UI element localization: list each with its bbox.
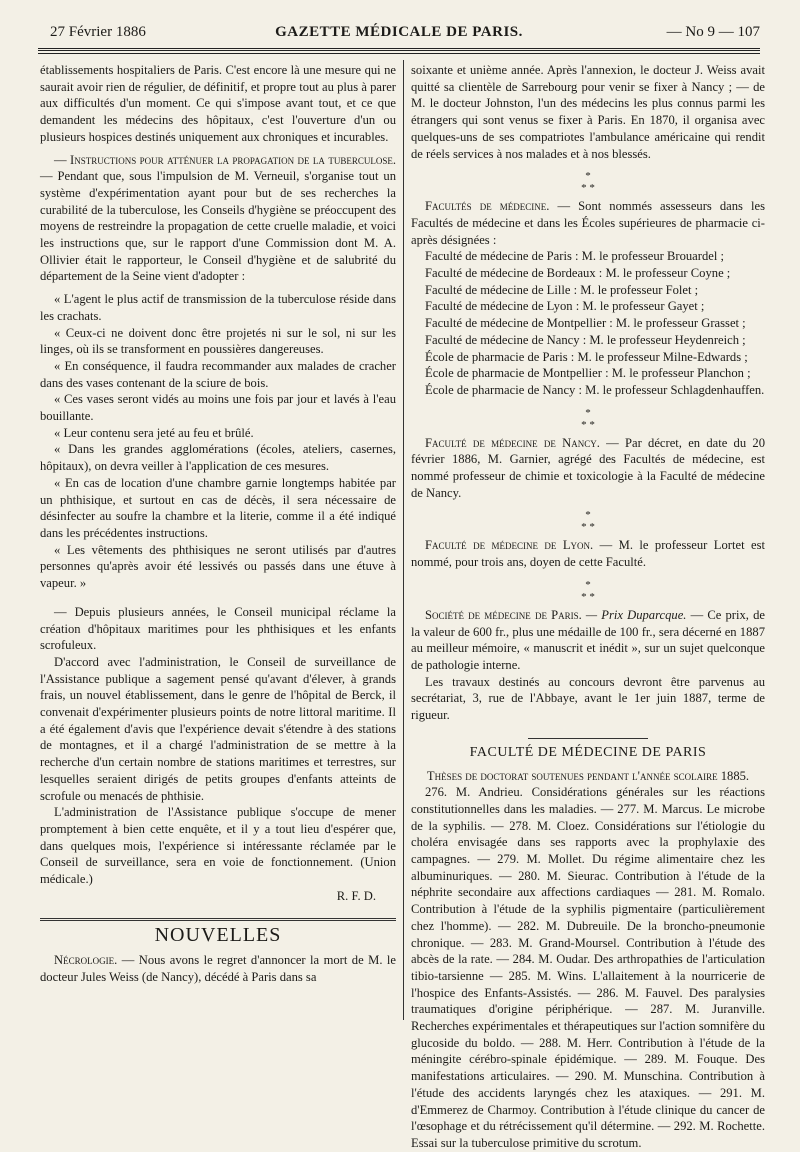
prix-duparcque: — Prix Duparcque. [581,607,687,622]
list-item: Faculté de médecine de Nancy : M. le professeur Heydenreich ; [425,332,746,347]
quote-1: « L'agent le plus actif de transmission de la tuberculose réside dans les crachats. [40,292,396,323]
facultes-body: — Sont nommés assesseurs dans les Facultés de médecine et dans les Écoles supérieures de pharmacie ci-après désignées : [411,199,765,247]
list-item: Faculté de médecine de Lille : M. le professeur Folet ; [425,282,699,297]
instructions-body: — Pendant que, sous l'impulsion de M. Verneuil, s'organise tout un système d'expérimentation ayant pour but de ses recherches la curabilité de la tuberculose, les Conseils d'hygiène se préoccupent des moyens de restreindre la propagation de cette cruelle maladie, et voici les instructions que, sur le rapport d'une Commission dont M. A. Ollivier était le rapporteur, le Conseil d'hygiène et de salubrité du département de la Seine vient d'adopter : [40,169,396,284]
section-stars: * * * [581,406,595,431]
paragraph-necrologie [40,952,396,985]
section-rule [40,918,396,921]
theses-heading: Thèses de doctorat soutenues pendant l'année scolaire 1885. [426,768,750,783]
nouvelles-heading: NOUVELLES [154,924,282,947]
running-header [38,24,760,46]
quote-2: « Ceux-ci ne doivent donc être projetés ni sur le sol, ni sur les linges, où ils se transforment en poussières dangereuses. [40,325,396,357]
signature: R. F. D. [336,888,376,903]
list-item: Faculté de médecine de Lyon : M. le professeur Gayet ; [425,299,705,314]
quote-7: « En cas de location d'une chambre garnie longtemps habitée par un phthisique, et surtout en cas de décès, il sera nécessaire de désinfecter au soufre la chambre et la literie, comme il a été indiqué dans les précédentes instructions. [40,475,396,540]
paragraph-hospices: établissements hospitaliers de Paris. C'est encore là une mesure qui ne saurait avoir rien de régulier, de définitif, et propre tout au plus à parer aux difficultés d'un moment. Ce qui s'impose avant tout, et ce que demandent les médecins des hôpitaux, c'est l'ouverture d'un ou plusieurs hospices destinés uniquement aux chroniques et incurables. [40,63,396,144]
right-column [411,62,765,1152]
nancy-body: — Par décret, en date du 20 février 1886, M. Garnier, agrégé des Facultés de médecine, est nommé professeur de chimie et toxicologie à la Faculté de médecine de Nancy. [411,435,765,500]
paragraph-nancy [411,435,765,502]
list-item: École de pharmacie de Montpellier : M. le professeur Planchon ; [425,366,751,381]
societe-heading: Société de médecine de Paris. [425,607,582,622]
assessors-list [411,248,765,398]
left-column [40,62,396,986]
list-item: École de pharmacie de Paris : M. le professeur Milne-Edwards ; [425,349,748,364]
section-stars: * * * [581,578,595,603]
paragraph-administration: L'administration de l'Assistance publique s'occupe de mener promptement à bien cette enquête, et il y a tout lieu d'espérer que, dans quelques mois, l'expérience si intéressante réclamée par le Conseil de surveillance, sera en voie de fonctionnement. (Union médicale.) [40,805,396,887]
column-divider [403,60,404,1020]
theses-list: 276. M. Andrieu. Considérations générales sur les réactions constitutionnelles dans les maladies. — 277. M. Marcus. Le microbe de la syphilis. — 278. M. Cloez. Considérations sur l'étiologie du choléra envisagée dans ses rapports avec la prophylaxie des campagnes. — 279. M. Mollet. Du régime alimentaire chez les albuminuriques. — 280. M. Sieurac. Contribution à l'étude de la néphrite secondaire aux affections cardiaques — 281. M. Romalo. Contribution à l'étude de la syphilis pigmentaire (particulièrement chez l'homme). — 282. M. Dubreuile. De la broncho-pneumonie chronique. — 283. M. Grand-Moursel. Contribution à l'étude des abcès de la rate. — 284. M. Oudar. Des arthropathies de l'articulation tibio-tarsienne — 285. M. Wins. L'allaitement à la nourricerie de l'hospice des Enfants-Assistés. — 286. M. Fauvel. Des paralysies traumatiques d'origine périphérique. — 287. M. Juranville. Recherches expérimentales et thérapeutiques sur l'action somnifère du glucoside du boldo. — 288. M. Herr. Contribution à l'étude de la méningite cérébro-spinale épidémique. — 289. M. Fouque. Des manifestations articulaires. — 290. M. Munschina. Contribution à l'étude des accidents laryngés chez les ataxiques. — 291. M. d'Emmerez de Charmoy. Contribution à l'étude clinique du cancer de l'œsophage et du rétrécissement qu'il détermine. — 292. M. Rochette. Essai sur la tuberculose primitive du scrotum. [411,785,765,1150]
paragraph-weiss-johnston: soixante et unième année. Après l'annexion, le docteur J. Weiss avait quitté sa clientèle de Sarrebourg pour venir se fixer à Nancy ; — de M. le docteur Johnston, l'un des médecins les plus connus parmi les étrangers qui sont venus se fixer à Paris. En 1870, il organisa avec quelques-uns de ses compatriotes l'ambulance américaine qui rendit de réels services à nos malades et à nos blessés. [411,63,765,161]
section-rule [528,738,648,739]
paragraph-lyon [411,537,765,570]
necrologie-body: — Nous avons le regret d'annoncer la mort de M. le docteur Jules Weiss (de Nancy), décédé à Paris dans sa [40,953,396,984]
paragraph-accord: D'accord avec l'administration, le Conseil de surveillance de l'Assistance publique a sagement pensé qu'avant d'élever, à grands frais, un nouvel établissement, dans le genre de l'hôpital de Berck, il convenait d'expérimenter plusieurs points de notre littoral maritime. Il a été également d'avis que l'expérience devait s'étendre à des stations de montagnes, et il a chargé l'administration de se mettre à la recherche d'un certain nombre de stations maritimes et terrestres, sur lesquelles seraient dirigés de petits groupes d'enfants atteints de scrofule ou menacés de phthisie. [40,654,396,803]
quote-8: « Les vêtements des phthisiques ne seront utilisés par d'autres personnes qu'après avoir été lessivés ou passés dans une étuve à vapeur. » [40,542,396,591]
nancy-heading: Faculté de médecine de Nancy. [425,435,600,450]
quote-3: « En conséquence, il faudra recommander aux malades de cracher dans des vases contenant de la sciure de bois. [40,358,396,390]
paragraph-instructions [40,152,396,286]
societe-body: — Ce prix, de la valeur de 600 fr., plus une médaille de 100 fr., sera décerné en 1887 au meilleur mémoire, « manuscrit et inédit », sur un sujet quelconque de pathologie interne. [411,607,765,672]
section-stars: * * * [581,509,595,534]
section-stars: * * * [581,170,595,195]
header-date: 27 Février 1886 [50,24,146,40]
faculte-paris-heading: FACULTÉ DE MÉDECINE DE PARIS [469,744,707,760]
header-double-rule [38,48,760,51]
paragraph-hopitaux-maritimes: — Depuis plusieurs années, le Conseil municipal réclame la création d'hôpitaux maritimes pour les phthisiques et les enfants scrofuleux. [40,604,396,653]
facultes-heading: Facultés de médecine. [425,199,550,214]
quote-5: « Leur contenu sera jeté au feu et brûlé. [54,425,254,440]
quote-6: « Dans les grandes agglomérations (écoles, ateliers, casernes, hôpitaux), on devra veiller à l'application de ces mesures. [40,442,396,474]
lyon-heading: Faculté de médecine de Lyon. [425,538,594,553]
paragraph-societe [411,607,765,674]
lyon-body: — M. le professeur Lortet est nommé, pour trois ans, doyen de cette Faculté. [411,538,765,570]
instructions-heading: — Instructions pour atténuer la propagation de la tuberculose. [54,152,396,167]
header-page-number: — No 9 — 107 [666,24,760,40]
quote-4: « Ces vases seront vidés au moins une fois par jour et lavés à l'eau bouillante. [40,392,396,424]
paragraph-travaux: Les travaux destinés au concours devront être parvenus au secrétariat, 3, rue de l'Abbaye, avant le 1er juin 1887, terme de rigueur. [411,674,765,723]
list-item: Faculté de médecine de Montpellier : M. le professeur Grasset ; [425,316,746,331]
list-item: Faculté de médecine de Paris : M. le professeur Brouardel ; [425,249,725,264]
list-item: École de pharmacie de Nancy : M. le professeur Schlagdenhauffen. [425,382,765,397]
necrologie-heading: Nécrologie. [54,953,118,968]
list-item: Faculté de médecine de Bordeaux : M. le professeur Coyne ; [425,266,731,281]
header-title: GAZETTE MÉDICALE DE PARIS. [275,24,523,40]
header-rule [38,53,760,54]
paragraph-facultes [411,198,765,248]
